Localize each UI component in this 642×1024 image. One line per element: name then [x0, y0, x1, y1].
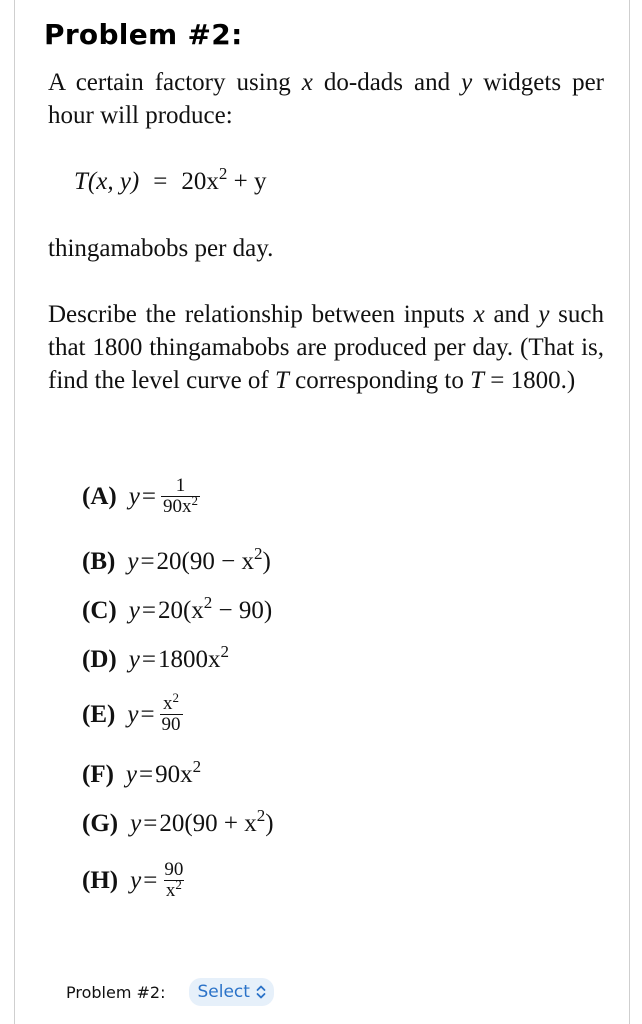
problem-question: Describe the relationship between inputs x and y such that 1800 thingamabobs are produced per day. (That is, find the level curve of T corresponding to T = 1800.)	[48, 301, 604, 394]
option-a-fraction: $\frac{1}{90x^2}$	[162, 475, 198, 517]
option-g: (G) y = $20(90 + x^2)$	[82, 806, 274, 837]
option-c: (C) y = $20(x^2 - 90)$	[82, 593, 273, 624]
problem-intro: A certain factory using x do-dads and y widgets per hour will produce:	[48, 69, 604, 129]
option-a: (A) y = $\frac{1}{90x^2}$	[82, 475, 198, 517]
answer-select-button[interactable]	[189, 978, 273, 1006]
option-e: (E) y = $\frac{x^2}{90}$	[82, 690, 181, 735]
option-e-fraction: $\frac{x^2}{90}$	[161, 690, 181, 735]
option-h-fraction: $\frac{90}{x^2}$	[164, 859, 184, 901]
option-b: (B) y = $20(90 - x^2)$	[82, 544, 271, 575]
answer-select-label: Select	[197, 982, 250, 1002]
option-d: (D) y = $1800x^2$	[82, 642, 229, 673]
chevron-up-down-icon	[256, 984, 266, 1000]
answer-label: Problem #2:	[66, 982, 166, 1002]
option-f: (F) y = $90x^2$	[82, 757, 202, 788]
answer-row	[66, 978, 274, 1006]
problem-title: Problem #2:	[44, 18, 243, 51]
production-formula: T(x, $y) = 20x^2 + y$	[74, 164, 267, 195]
option-h: (H) y = $\frac{90}{x^2}$	[82, 859, 184, 901]
units-text: thingamabobs per day.	[48, 235, 274, 262]
